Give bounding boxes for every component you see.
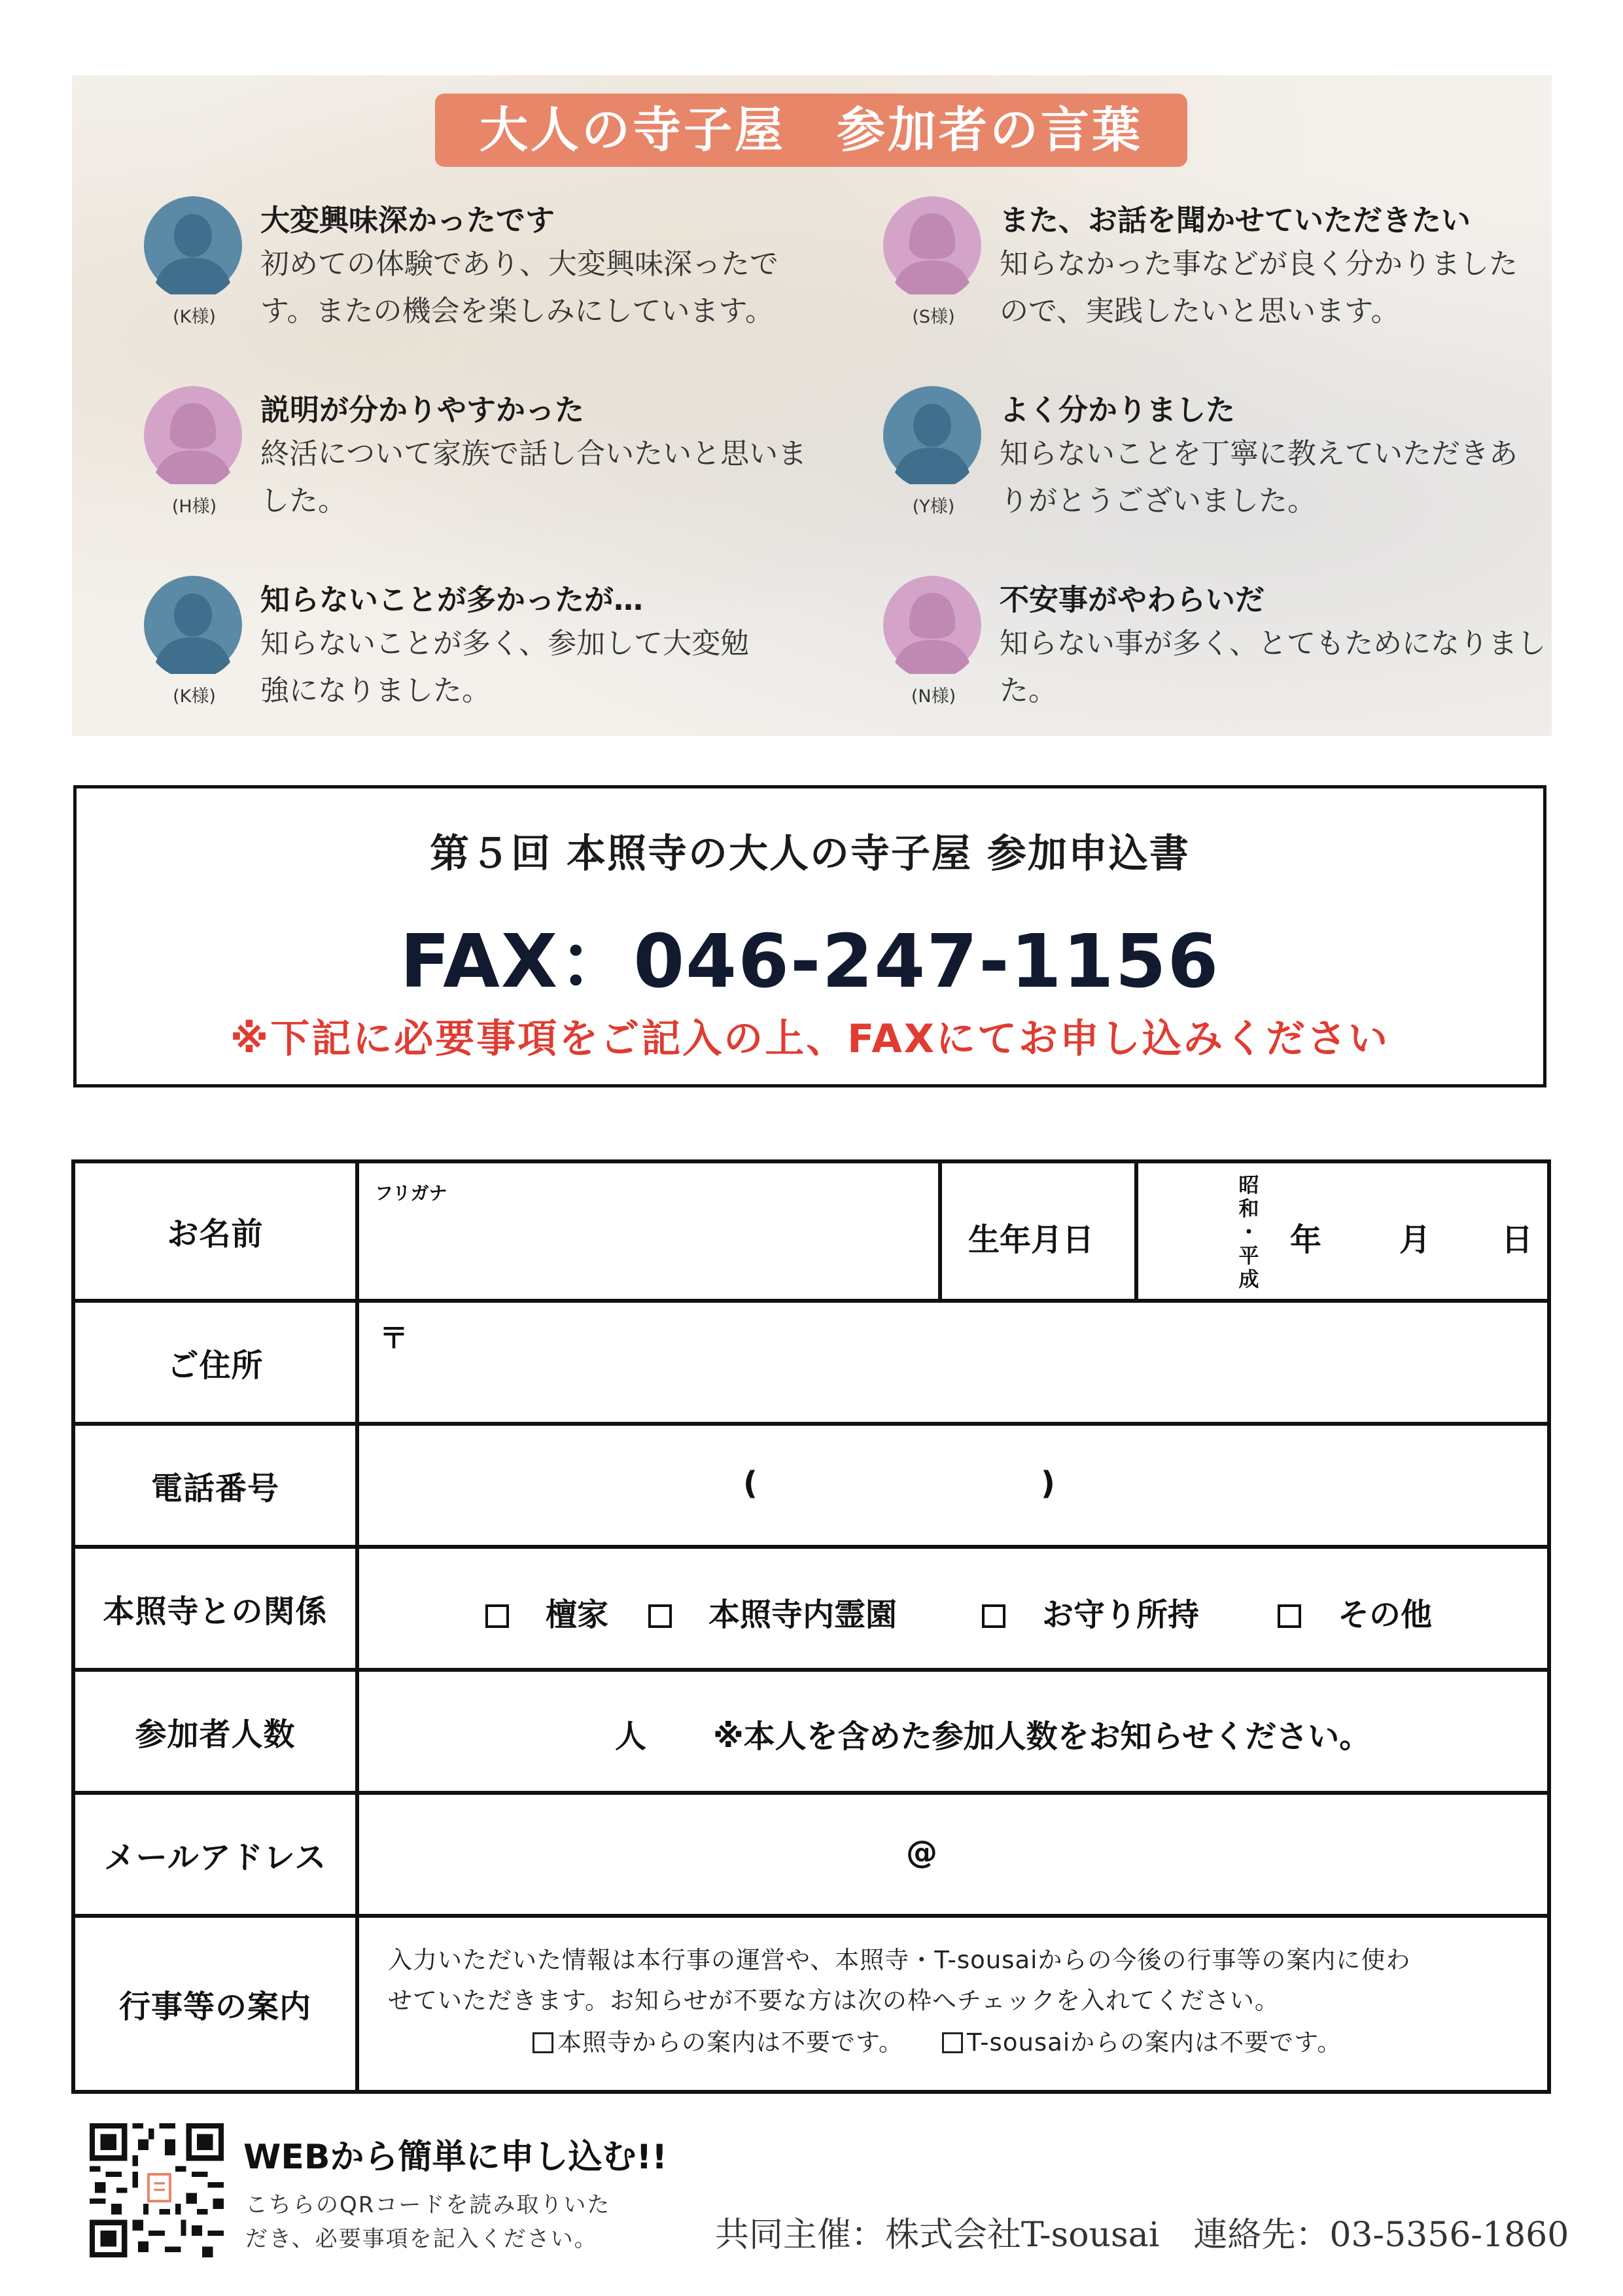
era-char: 平: [1238, 1245, 1259, 1268]
testimonial-card: [850, 196, 1544, 366]
testimonial-line: した。: [260, 484, 347, 518]
web-apply-heading: WEBから簡単に申し込む!!: [243, 2138, 667, 2177]
testimonial-line: 知らない事が多く、とてもためになりまし: [1000, 627, 1546, 660]
notice-label: 行事等の案内: [75, 1918, 359, 2090]
notice-text: 入力いただいた情報は本行事の運営や、本照寺・T-sousaiからの今後の行事等の案内に使わ: [388, 1946, 1411, 1974]
divider: [1134, 1163, 1138, 1299]
application-title: 第５回 本照寺の大人の寺子屋 参加申込書: [430, 831, 1190, 877]
testimonial-line: ので、実践したいと思います。: [1000, 294, 1400, 328]
optout-label: 本照寺からの案内は不要です。: [557, 2028, 904, 2057]
form-row-name: [75, 1163, 1547, 1303]
male-avatar-icon: [883, 386, 981, 484]
testimonial-card: [111, 576, 805, 746]
count-unit: 人: [615, 1718, 647, 1755]
count-label: 参加者人数: [75, 1672, 359, 1791]
testimonial-body: [260, 241, 823, 335]
count-note: ※本人を含めた参加人数をお知らせください。: [713, 1718, 1371, 1755]
testimonial-line: す。またの機会を楽しみにしています。: [260, 294, 774, 328]
testimonial-line: りがとうございました。: [1000, 484, 1316, 518]
qr-description: こちらのQRコードを読み取りいた: [245, 2192, 611, 2218]
testimonial-line: 終活について家族で話し合いたいと思いま: [260, 437, 807, 470]
testimonial-card: [111, 196, 805, 366]
testimonial-line: た。: [1000, 674, 1057, 707]
optout-tsousai[interactable]: [942, 2022, 1342, 2058]
checkbox-icon[interactable]: [942, 2032, 963, 2053]
notice-text: せていただきます。お知らせが不要な方は次の枠へチェックを入れてください。: [388, 1987, 1280, 2015]
name-field[interactable]: [363, 1209, 1004, 1294]
testimonial-body: [1000, 241, 1562, 335]
testimonial-line: 知らなかった事などが良く分かりました: [1000, 247, 1518, 281]
era-char: 和: [1238, 1197, 1259, 1221]
form-row-notice: [75, 1918, 1547, 2090]
application-header: [73, 785, 1546, 1087]
form-row-email: [75, 1795, 1547, 1918]
testimonial-line: 強になりました。: [260, 674, 491, 707]
testimonial-line: 知らないことが多く、参加して大変勉: [260, 627, 750, 660]
email-field[interactable]: [363, 1795, 1541, 1913]
testimonial-name: (H様): [171, 497, 217, 517]
testimonial-body: [1000, 431, 1562, 525]
fax-number: FAX：046-247-1156: [400, 919, 1220, 1004]
qr-description: だき、必要事項を記入ください。: [245, 2226, 598, 2252]
testimonial-card: [850, 386, 1544, 556]
era-char: 昭: [1238, 1174, 1259, 1197]
host-contact: 共同主催：株式会社T-sousai 連絡先：03-5356-1860: [715, 2216, 1569, 2255]
testimonial-line: 知らないことを丁寧に教えていただきあ: [1000, 437, 1518, 470]
phone-label: 電話番号: [75, 1426, 359, 1545]
testimonial-card: [111, 386, 805, 556]
checkbox-icon[interactable]: [1278, 1604, 1301, 1628]
testimonial-line: 初めての体験であり、大変興味深ったで: [260, 247, 778, 281]
female-avatar-icon: [883, 196, 981, 294]
form-row-relation: [75, 1549, 1547, 1672]
testimonial-name: (K様): [173, 686, 216, 707]
qr-code-icon[interactable]: [90, 2123, 224, 2257]
female-avatar-icon: [144, 386, 242, 484]
address-field[interactable]: [363, 1303, 1541, 1421]
testimonial-heading: また、お話を聞かせていただきたい: [1000, 203, 1471, 238]
relation-option-omamori[interactable]: [982, 1589, 1199, 1634]
testimonial-heading: 説明が分かりやすかった: [260, 393, 585, 427]
checkbox-icon[interactable]: [982, 1604, 1005, 1628]
relation-label: 本照寺との関係: [75, 1549, 359, 1668]
female-avatar-icon: [883, 576, 981, 674]
address-label: ご住所: [75, 1303, 359, 1422]
testimonial-body: [1000, 620, 1562, 715]
name-label: お名前: [75, 1163, 359, 1299]
testimonial-name: (S様): [912, 307, 955, 327]
form-row-address: [75, 1303, 1547, 1426]
birthday-label: 生年月日: [968, 1222, 1094, 1258]
year-label: 年: [1290, 1222, 1322, 1258]
testimonial-body: [260, 431, 823, 525]
male-avatar-icon: [144, 576, 242, 674]
relation-option-danka[interactable]: [485, 1589, 608, 1634]
optout-temple[interactable]: [532, 2022, 903, 2058]
testimonial-heading: 知らないことが多かったが…: [260, 582, 644, 617]
relation-option-other[interactable]: [1278, 1589, 1432, 1634]
furigana-label: フリガナ: [375, 1182, 447, 1204]
testimonial-heading: 不安事がやわらいだ: [1000, 582, 1265, 617]
era-selector[interactable]: [1236, 1174, 1262, 1292]
testimonial-name: (Y様): [912, 497, 955, 517]
testimonial-heading: 大変興味深かったです: [260, 203, 555, 238]
phone-paren-open: (: [743, 1465, 758, 1502]
testimonial-body: [260, 620, 823, 715]
testimonial-heading: よく分かりました: [1000, 393, 1236, 427]
relation-option-label: 本照寺内霊園: [708, 1597, 898, 1633]
relation-option-label: お守り所持: [1042, 1597, 1200, 1633]
month-label: 月: [1399, 1222, 1431, 1258]
testimonials-title: 大人の寺子屋 参加者の言葉: [435, 94, 1187, 167]
relation-option-label: 檀家: [546, 1597, 609, 1633]
testimonial-card: [850, 576, 1544, 746]
postal-mark: 〒: [379, 1322, 408, 1355]
checkbox-icon[interactable]: [648, 1604, 672, 1628]
relation-option-label: その他: [1338, 1597, 1433, 1633]
form-row-count: [75, 1672, 1547, 1795]
day-label: 日: [1501, 1222, 1533, 1258]
email-label: メールアドレス: [75, 1795, 359, 1914]
divider: [938, 1163, 942, 1299]
relation-option-cemetery[interactable]: [648, 1589, 897, 1634]
application-form: [71, 1159, 1551, 2094]
checkbox-icon[interactable]: [485, 1604, 509, 1628]
application-note: ※下記に必要事項をご記入の上、FAXにてお申し込みください: [230, 1016, 1390, 1062]
optout-label: T-sousaiからの案内は不要です。: [967, 2028, 1342, 2057]
form-row-phone: [75, 1426, 1547, 1549]
era-char: 成: [1238, 1268, 1259, 1292]
email-at-mark: @: [906, 1834, 937, 1871]
testimonials-panel: [72, 75, 1552, 736]
checkbox-icon[interactable]: [532, 2032, 553, 2053]
phone-field[interactable]: [363, 1426, 1541, 1544]
testimonial-name: (K様): [173, 307, 216, 327]
phone-paren-close: ): [1041, 1465, 1055, 1502]
era-char: ・: [1238, 1221, 1259, 1245]
testimonial-name: (N様): [911, 686, 956, 707]
male-avatar-icon: [144, 196, 242, 294]
